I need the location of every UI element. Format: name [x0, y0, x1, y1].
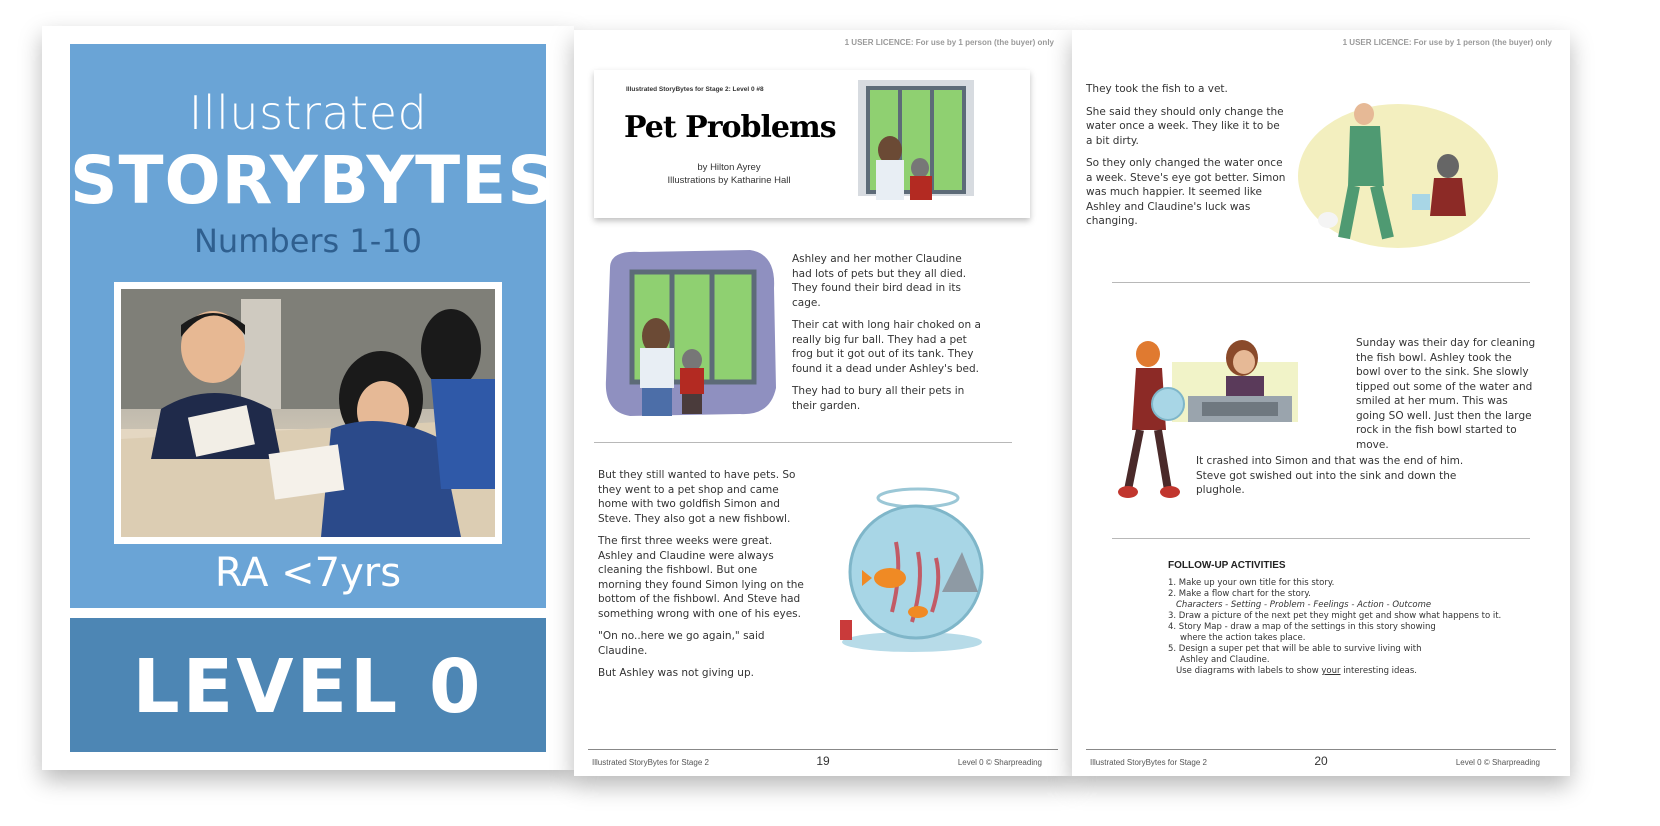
followup-list: [1168, 578, 1501, 677]
divider: [594, 442, 1012, 443]
cover-top-panel: [70, 44, 556, 608]
illustrator-credit: Illustrations by Katharine Hall: [667, 175, 791, 186]
paragraph: The first three weeks were great. Ashley and Claudine were always cleaning the fishbowl. But one morning they found Simon lying on the bottom of the fishbowl. And Steve had something wrong with one of his eyes.: [598, 535, 804, 620]
page-20: [1072, 30, 1570, 776]
followup-item: [1168, 666, 1501, 677]
page-19: [574, 30, 1072, 776]
story-text-block-2: [598, 468, 804, 689]
cover-title-storybytes: STORYBYTES: [70, 142, 556, 219]
followup-emphasis: your: [1321, 666, 1341, 676]
paragraph: Sunday was their day for cleaning the fish bowl. Ashley took the bowl over to the sink. She slowly tipped out some of the water and smiled at her mum. This was going SO well. Just then the large rock in the fish bowl started to move.: [1356, 337, 1536, 451]
cover-reading-age: RA <7yrs: [214, 550, 402, 596]
paragraph: They had to bury all their pets in their garden.: [792, 385, 965, 412]
series-label: Illustrated StoryBytes for Stage 2: Level 0 #8: [626, 86, 764, 93]
author-credit: by Hilton Ayrey: [697, 162, 761, 173]
footer-series: Illustrated StoryBytes for Stage 2: [1090, 758, 1207, 767]
story-text-block-1: [792, 252, 982, 421]
followup-item: 5. Design a super pet that will be able to survive living with: [1168, 644, 1422, 654]
story-text-block-5: [1196, 454, 1496, 506]
divider: [1112, 282, 1530, 283]
cover-level-panel: [70, 618, 546, 752]
cover-subtitle: Numbers 1-10: [193, 222, 422, 260]
licence-notice: 1 USER LICENCE: For use by 1 person (the buyer) only: [844, 38, 1054, 47]
followup-title: FOLLOW-UP ACTIVITIES: [1168, 560, 1286, 571]
paragraph: It crashed into Simon and that was the end of him. Steve got swished out into the sink and down the plughole.: [1196, 455, 1464, 496]
paragraph: Ashley and her mother Claudine had lots of pets but they all died. They found their bird dead in its cage.: [792, 253, 967, 309]
cover-title-illustrated: Illustrated: [188, 86, 428, 140]
paragraph: "On no..here we go again," said Claudine.: [598, 630, 765, 657]
paragraph: They took the fish to a vet.: [1086, 83, 1228, 95]
cover-level-label: LEVEL 0: [132, 644, 484, 730]
cover-photo-frame: [114, 282, 502, 544]
followup-item: Ashley and Claudine.: [1180, 655, 1270, 665]
title-card: [594, 70, 1030, 218]
page-number: 20: [1314, 754, 1328, 768]
followup-text: Use diagrams with labels to show: [1176, 666, 1322, 676]
licence-notice: 1 USER LICENCE: For use by 1 person (the buyer) only: [1342, 38, 1552, 47]
footer-copyright: Level 0 © Sharpreading: [1455, 758, 1540, 767]
followup-item: 4. Story Map - draw a map of the settings in this story showing: [1168, 622, 1436, 632]
vet-illustration: [1288, 90, 1498, 250]
page-number: 19: [816, 754, 830, 768]
paragraph: Their cat with long hair choked on a really big fur ball. They had a pet frog but it got out of its tank. They found it a dead under Ashley's bed.: [792, 319, 981, 375]
followup-item: 1. Make up your own title for this story.: [1168, 578, 1335, 588]
story-text-block-3: [1086, 82, 1286, 237]
story-title: Pet Problems: [624, 110, 836, 145]
page-footer: [1072, 750, 1570, 776]
footer-copyright: Level 0 © Sharpreading: [957, 758, 1042, 767]
divider: [1112, 538, 1530, 539]
paragraph: She said they should only change the water once a week. They like it to be a bit dirty.: [1086, 105, 1284, 147]
story-text-block-4: [1356, 336, 1536, 460]
fishbowl-illustration: [832, 482, 992, 654]
followup-item: 3. Draw a picture of the next pet they might get and show what happens to it.: [1168, 611, 1502, 621]
cover-page: [42, 26, 574, 770]
petshop-window-illustration-small: [854, 76, 978, 200]
footer-series: Illustrated StoryBytes for Stage 2: [592, 758, 709, 767]
followup-item: Characters - Setting - Problem - Feelings - Action - Outcome: [1176, 600, 1432, 610]
paragraph: So they only changed the water once a week. Steve's eye got better. Simon was much happier. It seemed like Ashley and Claudine's luck was changing.: [1086, 157, 1286, 227]
paragraph: But they still wanted to have pets. So they went to a pet shop and came home with two goldfish Simon and Steve. They also got a new fishbowl.: [598, 469, 796, 525]
followup-item: 2. Make a flow chart for the story.: [1168, 589, 1311, 599]
petshop-window-illustration: [600, 248, 778, 418]
cover-photo-children-reading: [121, 289, 495, 537]
paragraph: But Ashley was not giving up.: [598, 667, 754, 679]
followup-text: interesting ideas.: [1340, 666, 1417, 676]
followup-item: where the action takes place.: [1180, 633, 1306, 643]
page-footer: [574, 750, 1072, 776]
